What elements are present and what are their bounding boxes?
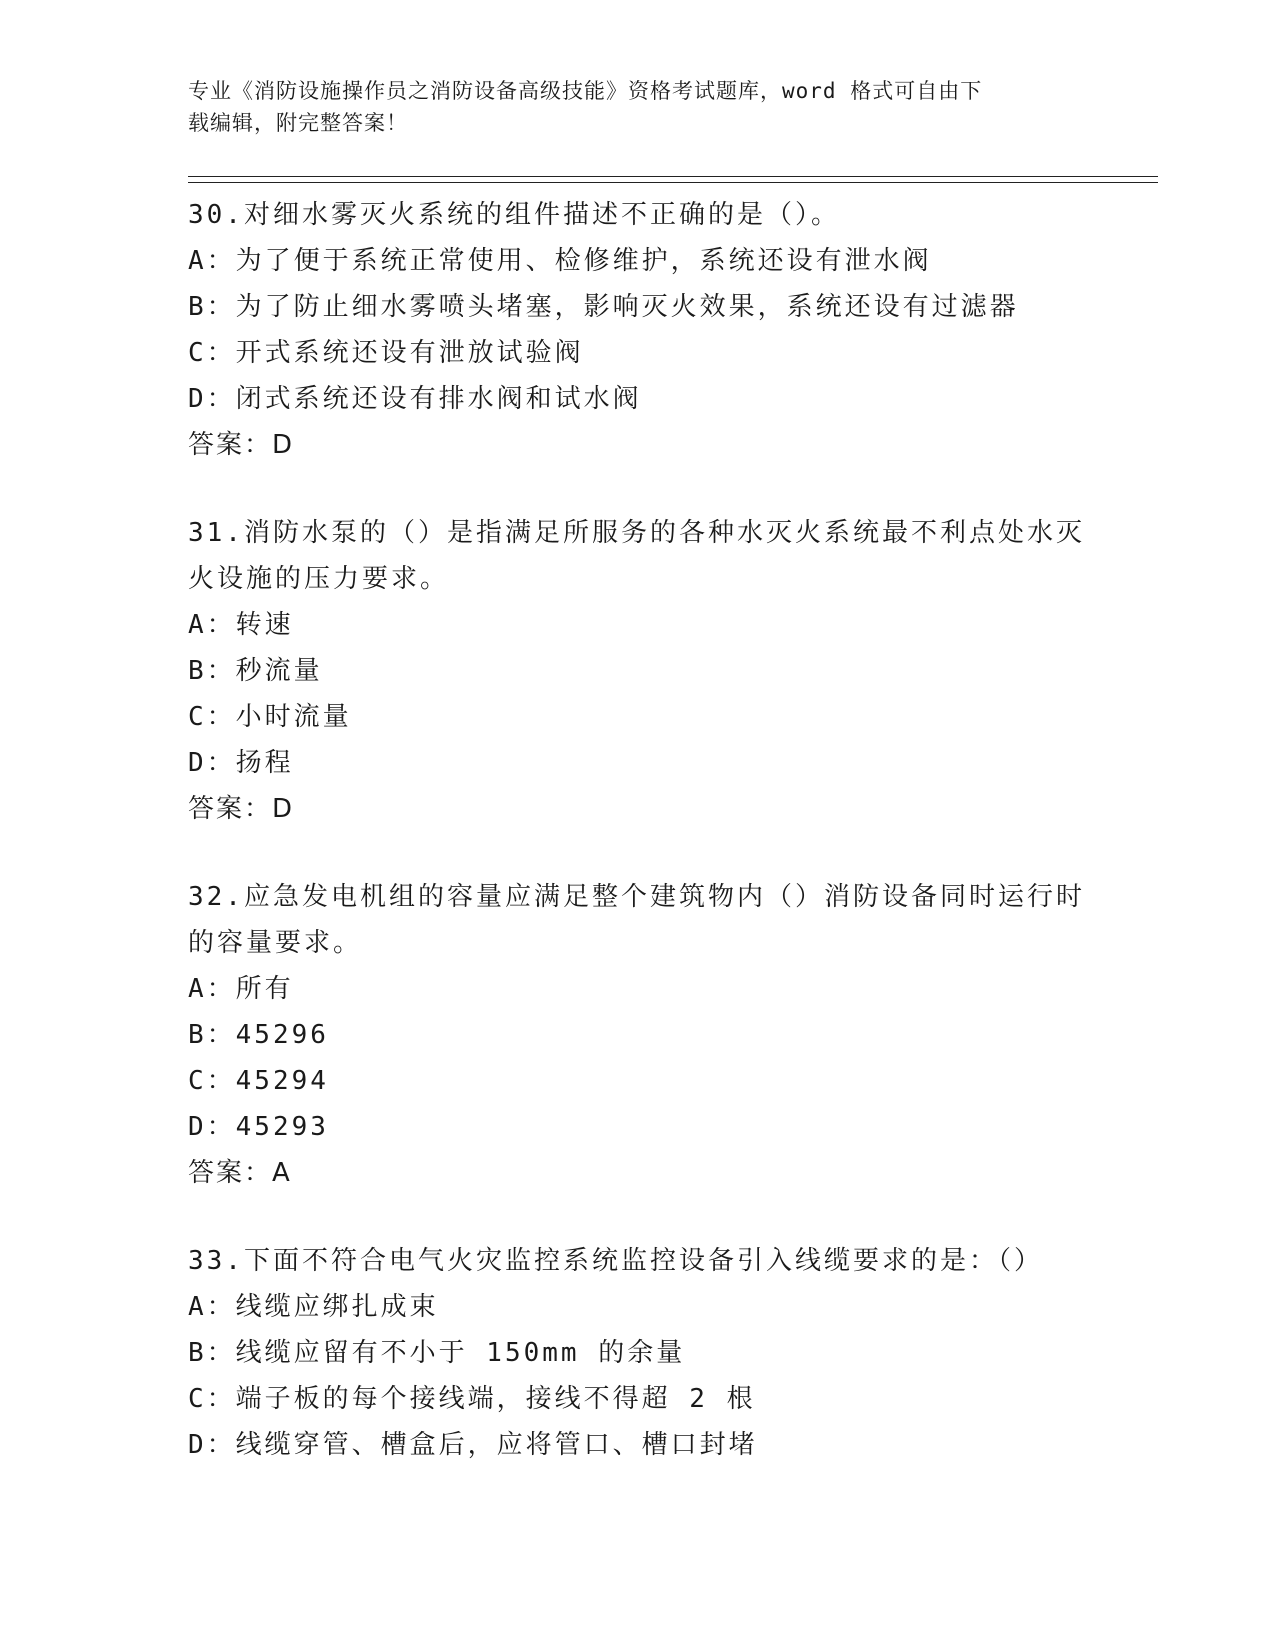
answer-option: B：为了防止细水雾喷头堵塞，影响灭火效果，系统还设有过滤器 xyxy=(188,292,1019,322)
answer-option: D：扬程 xyxy=(188,748,294,778)
question-spacer xyxy=(188,468,1088,510)
answer-key: 答案：A xyxy=(188,1158,292,1188)
answer-option: C：小时流量 xyxy=(188,702,352,732)
answer-option: C：45294 xyxy=(188,1066,329,1096)
header-line-2: 载编辑，附完整答案！ xyxy=(188,111,408,135)
answer-option: A：为了便于系统正常使用、检修维护，系统还设有泄水阀 xyxy=(188,246,932,276)
document-header xyxy=(188,75,1088,139)
question-stem: 33.下面不符合电气火灾监控系统监控设备引入线缆要求的是：（） xyxy=(188,1246,1043,1276)
answer-option: D：线缆穿管、槽盒后，应将管口、槽口封堵 xyxy=(188,1430,758,1460)
question-list xyxy=(188,192,1088,1468)
answer-option: B：45296 xyxy=(188,1020,329,1050)
question-block xyxy=(188,510,1088,832)
answer-option: B：线缆应留有不小于 150mm 的余量 xyxy=(188,1338,686,1368)
answer-option: D：45293 xyxy=(188,1112,329,1142)
header-line-1: 专业《消防设施操作员之消防设备高级技能》资格考试题库，word 格式可自由下 xyxy=(188,79,983,103)
header-divider xyxy=(188,176,1158,183)
question-spacer xyxy=(188,1196,1088,1238)
question-stem: 的容量要求。 xyxy=(188,928,363,958)
answer-option: D：闭式系统还设有排水阀和试水阀 xyxy=(188,384,642,414)
question-stem: 火设施的压力要求。 xyxy=(188,564,450,594)
question-block xyxy=(188,192,1088,468)
answer-key: 答案：D xyxy=(188,794,295,824)
question-block xyxy=(188,1238,1088,1468)
question-stem: 30.对细水雾灭火系统的组件描述不正确的是（）。 xyxy=(188,200,840,230)
question-stem: 32.应急发电机组的容量应满足整个建筑物内（）消防设备同时运行时 xyxy=(188,882,1085,912)
answer-key: 答案：D xyxy=(188,430,295,460)
question-stem: 31.消防水泵的（）是指满足所服务的各种水灭火系统最不利点处水灭 xyxy=(188,518,1085,548)
question-spacer xyxy=(188,832,1088,874)
answer-option: A：线缆应绑扎成束 xyxy=(188,1292,439,1322)
question-block xyxy=(188,874,1088,1196)
answer-option: A：所有 xyxy=(188,974,294,1004)
answer-option: B：秒流量 xyxy=(188,656,323,686)
answer-option: C：开式系统还设有泄放试验阀 xyxy=(188,338,584,368)
answer-option: C：端子板的每个接线端，接线不得超 2 根 xyxy=(188,1384,756,1414)
answer-option: A：转速 xyxy=(188,610,294,640)
